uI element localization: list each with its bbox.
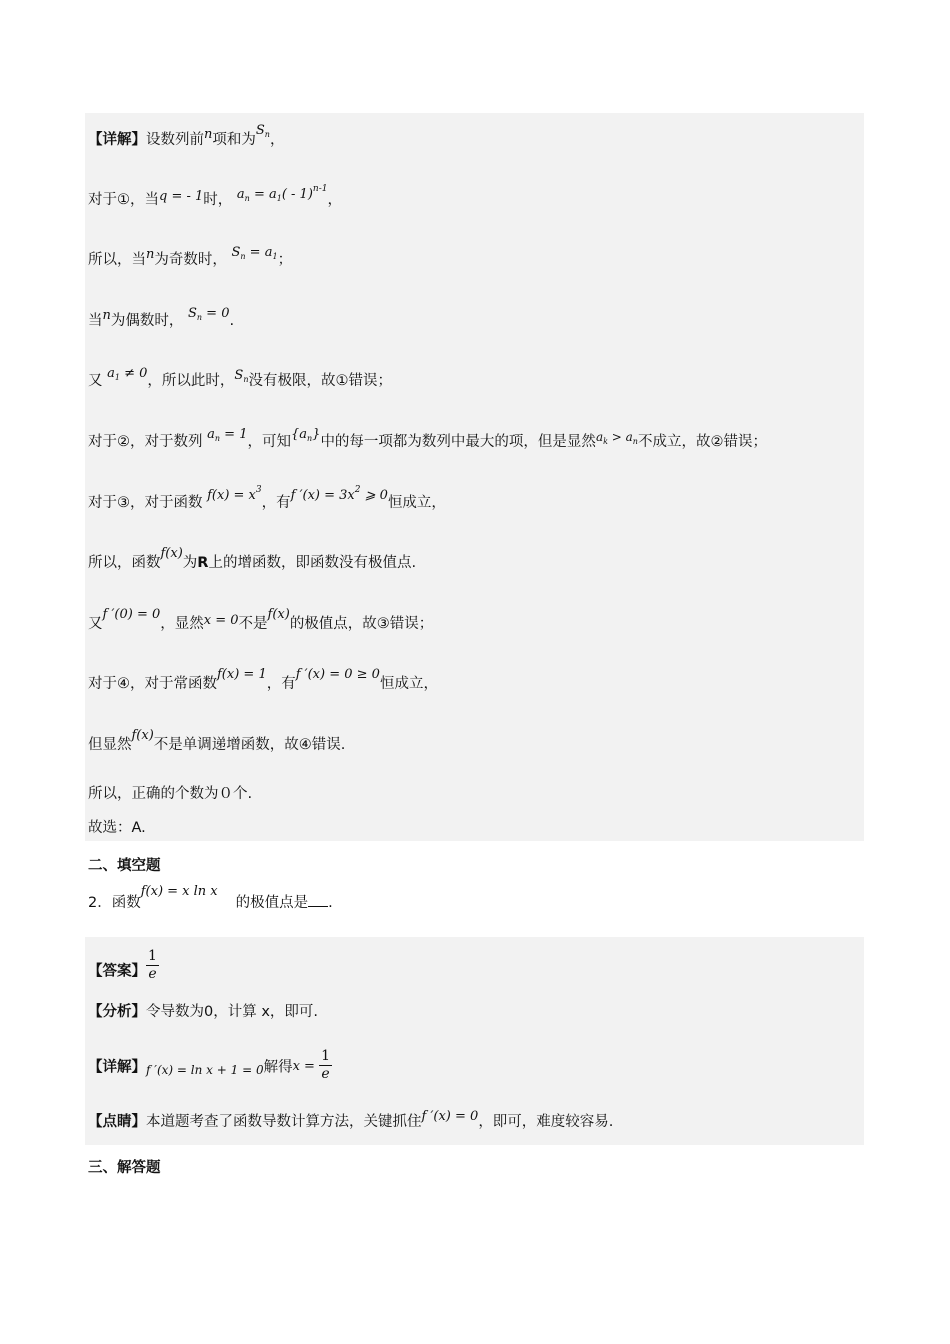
comment-tag: 【点睛】 — [88, 1114, 146, 1130]
detail-line-10 — [88, 667, 438, 695]
text: ，有 — [266, 676, 296, 692]
math-sub: n — [196, 313, 203, 322]
math-sup: 3 — [255, 485, 262, 495]
math — [207, 427, 247, 442]
math: n — [204, 127, 213, 142]
math-part: a — [107, 366, 115, 381]
section-title-fill-blank: 二、填空题 — [88, 858, 161, 874]
text: 对于②，对于数列 — [88, 434, 203, 450]
text: 恒成立， — [387, 495, 446, 511]
section-title-solve: 三、解答题 — [88, 1160, 161, 1176]
detail-line-13: 故选：A. — [88, 820, 146, 836]
denominator: e — [321, 1066, 330, 1082]
denominator: e — [148, 966, 157, 982]
detail-line-12: 所以，正确的个数为０个. — [88, 786, 253, 802]
math-sup: 2 — [354, 485, 361, 495]
text: ； — [277, 252, 293, 268]
text: 所以，当 — [88, 252, 146, 268]
math: f(x) — [131, 728, 154, 743]
fraction — [146, 948, 159, 983]
math: f(x) = 1 — [217, 667, 267, 682]
math: f ′(x) = 0 — [421, 1109, 479, 1124]
math-part: f(x) = x — [207, 488, 256, 503]
math-part: = a — [245, 245, 273, 260]
text: 又 — [88, 616, 103, 632]
math: x = — [292, 1058, 320, 1074]
detail-answer-line — [88, 1050, 332, 1085]
math — [234, 368, 248, 383]
math-sub: n — [632, 437, 638, 446]
math: q = - 1 — [159, 189, 204, 204]
math: n — [146, 247, 155, 262]
text: 不是 — [238, 616, 268, 632]
math-part: = 1 — [220, 427, 248, 442]
answer-line — [88, 948, 159, 989]
math: f ′(x) = ln x + 1 = 0 — [146, 1062, 264, 1077]
math-sub: n — [264, 130, 270, 139]
detail-line-6 — [88, 427, 767, 454]
text: 的极值点是 — [235, 895, 309, 911]
numerator: 1 — [148, 948, 157, 964]
math-sub: 1 — [276, 194, 282, 203]
math-part: S — [234, 368, 244, 383]
math — [256, 123, 270, 138]
math-part: S — [231, 245, 241, 260]
analysis-line — [88, 1002, 318, 1022]
detail-line-5 — [88, 366, 392, 393]
math-sub: 1 — [272, 252, 278, 261]
math-part: ≠ 0 — [119, 366, 148, 381]
detail-line-11 — [88, 728, 346, 756]
math-sub: n — [243, 375, 249, 384]
math — [596, 430, 638, 444]
math — [291, 427, 320, 442]
text: 不成立，故②错误； — [637, 434, 767, 450]
comment-line — [88, 1109, 614, 1133]
text: ，显然 — [160, 616, 204, 632]
text: ，即可，难度较容易. — [478, 1114, 614, 1130]
detail-line-3 — [88, 245, 293, 272]
math — [290, 485, 388, 503]
detail-tag: 【详解】 — [88, 132, 146, 148]
text: 解得 — [263, 1059, 293, 1076]
text: 时， — [203, 192, 233, 208]
text: 设数列前 — [146, 132, 204, 148]
text: 对于③，对于函数 — [88, 495, 203, 511]
math: n — [102, 308, 111, 323]
text: 对于④，对于常函数 — [88, 676, 217, 692]
math-part: ( - 1) — [281, 187, 313, 202]
math — [236, 184, 328, 203]
fraction — [319, 1048, 332, 1083]
math-part: = a — [249, 187, 277, 202]
text: 当 — [88, 313, 103, 329]
text: 本道题考查了函数导数计算方法，关键抓住 — [146, 1114, 422, 1130]
analysis-tag: 【分析】 — [88, 1004, 146, 1020]
text: ， — [269, 132, 285, 148]
text: 所以，函数 — [88, 555, 161, 571]
math — [207, 485, 262, 503]
detail-line-2 — [88, 184, 342, 212]
math-sub: n — [244, 194, 250, 203]
text: . — [229, 313, 235, 329]
text: 为 — [182, 555, 198, 571]
text: 不是单调递增函数，故④错误. — [153, 737, 346, 753]
math-sub: 1 — [114, 373, 120, 382]
math-sub: n — [214, 434, 221, 443]
math-part: = 0 — [202, 306, 230, 321]
text: 上的增函数，即函数没有极值点. — [208, 555, 417, 571]
detail-line-1 — [88, 123, 285, 152]
text: ，可知 — [247, 434, 291, 450]
text: ， — [327, 192, 342, 208]
text: 但显然 — [88, 737, 132, 753]
text: 没有极限，故①错误； — [248, 373, 392, 389]
text: ，有 — [261, 495, 291, 511]
math: f(x) — [160, 546, 183, 561]
math — [107, 366, 147, 381]
detail-line-4 — [88, 306, 235, 333]
math: f(x) = x ln x — [140, 884, 218, 899]
math-part: a — [207, 427, 215, 442]
text: 令导数为0，计算 x，即可. — [146, 1004, 319, 1020]
text: 中的每一项都为数列中最大的项，但是显然 — [320, 434, 596, 450]
detail-block — [85, 113, 864, 841]
math-part: ⩾ 0 — [360, 488, 388, 503]
question-2 — [88, 884, 333, 914]
math — [231, 245, 277, 260]
text: R — [197, 555, 209, 571]
answer-tag: 【答案】 — [88, 963, 146, 980]
detail-line-9 — [88, 607, 434, 635]
math: x = 0 — [203, 613, 239, 628]
text: 为奇数时， — [154, 252, 227, 268]
math-part: S — [187, 306, 197, 321]
text: . — [328, 895, 333, 911]
math: f ′(x) = 0 ≥ 0 — [295, 667, 380, 682]
numerator: 1 — [321, 1048, 331, 1064]
math-part: S — [255, 123, 265, 138]
text: 的极值点，故③错误； — [289, 616, 434, 632]
math-part: f ′(x) = 3x — [290, 488, 355, 503]
math-sup: n-1 — [312, 184, 328, 194]
text: 2．函数 — [88, 895, 141, 911]
detail-line-8 — [88, 546, 417, 574]
math-part: } — [312, 427, 321, 442]
math-part: a — [595, 430, 604, 444]
math-sub: k — [603, 437, 608, 446]
math: f(x) — [267, 607, 290, 622]
detail-tag: 【详解】 — [88, 1059, 146, 1076]
text: 恒成立， — [379, 676, 438, 692]
text: ，所以此时， — [147, 373, 235, 389]
math — [188, 306, 230, 321]
math-part: {a — [290, 427, 307, 442]
answer-blank — [308, 894, 328, 907]
detail-line-7 — [88, 485, 446, 515]
math-part: > a — [607, 430, 633, 444]
math-sub: n — [307, 434, 313, 443]
text: 对于①，当 — [88, 192, 159, 208]
text: 又 — [88, 373, 103, 389]
text: 为偶数时， — [110, 313, 184, 329]
math: f ′(0) = 0 — [102, 607, 161, 622]
text: 项和为 — [212, 132, 256, 148]
math-part: a — [236, 187, 245, 202]
math-sub: n — [240, 252, 246, 261]
